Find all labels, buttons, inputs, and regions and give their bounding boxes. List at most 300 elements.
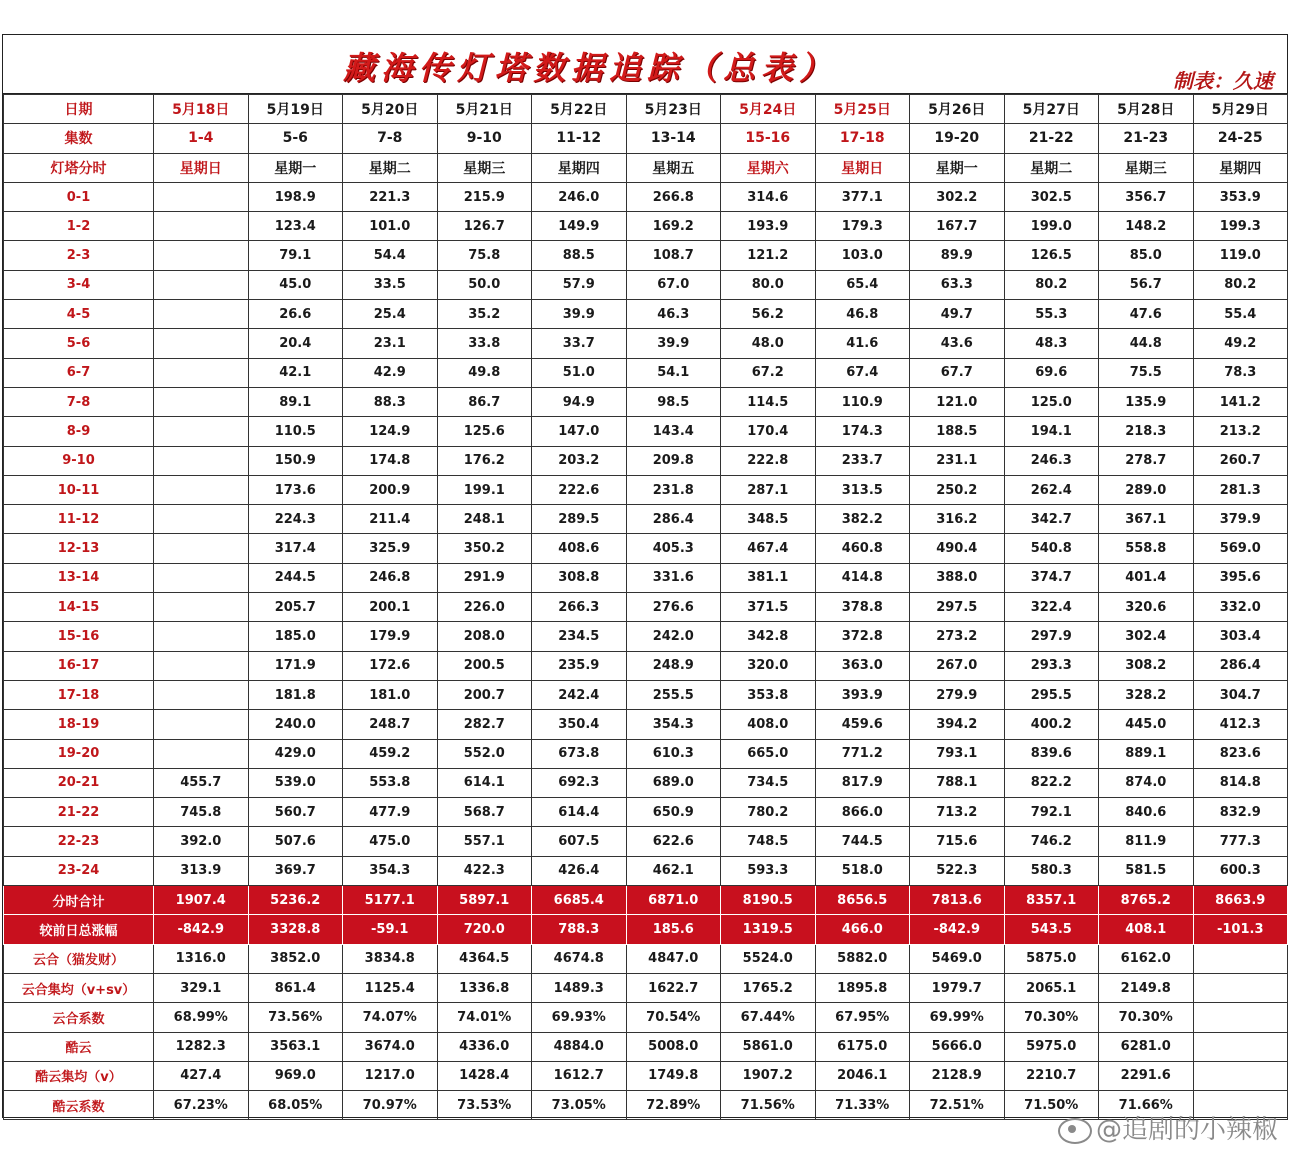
value-cell: 71.56% [721, 1091, 816, 1120]
value-cell: 88.5 [532, 241, 627, 270]
value-cell: 580.3 [1004, 856, 1099, 885]
value-cell: 297.9 [1004, 622, 1099, 651]
value-cell: 54.4 [343, 241, 438, 270]
value-cell: 48.3 [1004, 329, 1099, 358]
value-cell: 771.2 [815, 739, 910, 768]
value-cell: 822.2 [1004, 768, 1099, 797]
value-cell: 490.4 [910, 534, 1005, 563]
value-cell [1193, 1061, 1288, 1090]
value-cell: 295.5 [1004, 680, 1099, 709]
value-cell: 342.7 [1004, 505, 1099, 534]
value-cell: 394.2 [910, 710, 1005, 739]
hourly-row-label: 18-19 [4, 710, 154, 739]
watermark-text: @追剧的小辣椒 [1095, 1115, 1278, 1145]
weekday-cell: 星期六 [721, 153, 816, 182]
value-cell: 552.0 [437, 739, 532, 768]
hourly-row-label: 2-3 [4, 241, 154, 270]
value-cell: 1428.4 [437, 1061, 532, 1090]
value-cell: 429.0 [248, 739, 343, 768]
value-cell: 69.93% [532, 1003, 627, 1032]
hourly-row [4, 622, 1288, 651]
value-cell: 70.30% [1099, 1003, 1194, 1032]
hourly-row-label: 9-10 [4, 446, 154, 475]
value-cell: 745.8 [154, 798, 249, 827]
value-cell: 44.8 [1099, 329, 1194, 358]
value-cell: 126.5 [1004, 241, 1099, 270]
value-cell: 198.9 [248, 182, 343, 211]
value-cell: 193.9 [721, 212, 816, 241]
value-cell: 593.3 [721, 856, 816, 885]
value-cell: 88.3 [343, 387, 438, 416]
weekday-cell: 星期日 [815, 153, 910, 182]
value-cell: 240.0 [248, 710, 343, 739]
weekday-cell: 星期日 [154, 153, 249, 182]
hourly-row-label: 21-22 [4, 798, 154, 827]
value-cell: 125.6 [437, 417, 532, 446]
value-cell [154, 241, 249, 270]
value-cell: 211.4 [343, 505, 438, 534]
episodes-row [4, 124, 1288, 153]
value-cell: 255.5 [626, 680, 721, 709]
value-cell: 408.6 [532, 534, 627, 563]
episodes-row-label: 集数 [4, 124, 154, 153]
hourly-row [4, 446, 1288, 475]
value-cell: 67.4 [815, 358, 910, 387]
value-cell: 54.1 [626, 358, 721, 387]
value-cell: 4674.8 [532, 944, 627, 973]
value-cell: 110.9 [815, 387, 910, 416]
value-cell: 314.6 [721, 182, 816, 211]
summary-row [4, 886, 1288, 915]
value-cell: 278.7 [1099, 446, 1194, 475]
value-cell: 121.2 [721, 241, 816, 270]
value-cell: 248.1 [437, 505, 532, 534]
value-cell: 3563.1 [248, 1032, 343, 1061]
hourly-row [4, 563, 1288, 592]
hourly-row [4, 856, 1288, 885]
value-cell: 317.4 [248, 534, 343, 563]
value-cell: 379.9 [1193, 505, 1288, 534]
episodes-cell: 19-20 [910, 124, 1005, 153]
value-cell: 313.9 [154, 856, 249, 885]
value-cell: 2149.8 [1099, 973, 1194, 1002]
value-cell: 382.2 [815, 505, 910, 534]
value-cell: 33.7 [532, 329, 627, 358]
value-cell: 213.2 [1193, 417, 1288, 446]
value-cell: 108.7 [626, 241, 721, 270]
date-cell: 5月22日 [532, 95, 627, 124]
episodes-cell: 7-8 [343, 124, 438, 153]
value-cell: 322.4 [1004, 593, 1099, 622]
value-cell: 3852.0 [248, 944, 343, 973]
value-cell [154, 329, 249, 358]
value-cell: 185.6 [626, 915, 721, 944]
value-cell [154, 387, 249, 416]
value-cell: 874.0 [1099, 768, 1194, 797]
value-cell [154, 475, 249, 504]
hourly-row [4, 534, 1288, 563]
episodes-cell: 17-18 [815, 124, 910, 153]
value-cell: 123.4 [248, 212, 343, 241]
watermark [1058, 1109, 1278, 1146]
value-cell: 6162.0 [1099, 944, 1194, 973]
value-cell: 889.1 [1099, 739, 1194, 768]
platform-row-label: 酷云 [4, 1032, 154, 1061]
value-cell: 1907.2 [721, 1061, 816, 1090]
value-cell: 371.5 [721, 593, 816, 622]
value-cell: 308.2 [1099, 651, 1194, 680]
platform-row [4, 973, 1288, 1002]
value-cell: 353.8 [721, 680, 816, 709]
value-cell: 1612.7 [532, 1061, 627, 1090]
sheet-title: 藏海传灯塔数据追踪（总表） [343, 49, 838, 87]
value-cell: 325.9 [343, 534, 438, 563]
value-cell: 205.7 [248, 593, 343, 622]
value-cell: 50.0 [437, 270, 532, 299]
platform-row-label: 酷云集均（v） [4, 1061, 154, 1090]
value-cell: 141.2 [1193, 387, 1288, 416]
value-cell: 150.9 [248, 446, 343, 475]
value-cell: 445.0 [1099, 710, 1194, 739]
weekday-cell: 星期三 [1099, 153, 1194, 182]
value-cell: 814.8 [1193, 768, 1288, 797]
value-cell: 302.5 [1004, 182, 1099, 211]
value-cell: 215.9 [437, 182, 532, 211]
value-cell: 6685.4 [532, 886, 627, 915]
value-cell: 226.0 [437, 593, 532, 622]
value-cell: 173.6 [248, 475, 343, 504]
date-cell: 5月28日 [1099, 95, 1194, 124]
value-cell: 126.7 [437, 212, 532, 241]
date-cell: 5月25日 [815, 95, 910, 124]
value-cell: 149.9 [532, 212, 627, 241]
value-cell: 720.0 [437, 915, 532, 944]
value-cell: 788.1 [910, 768, 1005, 797]
value-cell: 242.4 [532, 680, 627, 709]
value-cell [154, 622, 249, 651]
value-cell: 200.9 [343, 475, 438, 504]
value-cell: 302.2 [910, 182, 1005, 211]
value-cell: 400.2 [1004, 710, 1099, 739]
value-cell: 460.8 [815, 534, 910, 563]
value-cell: 101.0 [343, 212, 438, 241]
value-cell [154, 651, 249, 680]
value-cell: 94.9 [532, 387, 627, 416]
value-cell: 49.2 [1193, 329, 1288, 358]
value-cell: 250.2 [910, 475, 1005, 504]
value-cell: 248.7 [343, 710, 438, 739]
value-cell: 42.9 [343, 358, 438, 387]
weekday-cell: 星期一 [248, 153, 343, 182]
value-cell [154, 739, 249, 768]
value-cell: 174.8 [343, 446, 438, 475]
value-cell: 610.3 [626, 739, 721, 768]
value-cell: 7813.6 [910, 886, 1005, 915]
value-cell: 55.4 [1193, 300, 1288, 329]
value-cell: 350.4 [532, 710, 627, 739]
weekday-cell: 星期二 [343, 153, 438, 182]
hourly-row-label: 13-14 [4, 563, 154, 592]
episodes-cell: 1-4 [154, 124, 249, 153]
value-cell: 665.0 [721, 739, 816, 768]
value-cell: 507.6 [248, 827, 343, 856]
platform-row-label: 酷云系数 [4, 1091, 154, 1120]
value-cell: 119.0 [1193, 241, 1288, 270]
data-table [3, 94, 1288, 1120]
value-cell: 49.8 [437, 358, 532, 387]
value-cell: 234.5 [532, 622, 627, 651]
value-cell: 41.6 [815, 329, 910, 358]
value-cell: 25.4 [343, 300, 438, 329]
value-cell: 282.7 [437, 710, 532, 739]
value-cell: 302.4 [1099, 622, 1194, 651]
value-cell: 179.9 [343, 622, 438, 651]
value-cell: 42.1 [248, 358, 343, 387]
value-cell: -101.3 [1193, 915, 1288, 944]
value-cell: 49.7 [910, 300, 1005, 329]
value-cell: 328.2 [1099, 680, 1194, 709]
value-cell: 20.4 [248, 329, 343, 358]
platform-row [4, 1061, 1288, 1090]
date-cell: 5月21日 [437, 95, 532, 124]
date-cell: 5月27日 [1004, 95, 1099, 124]
platform-row [4, 944, 1288, 973]
value-cell: 200.1 [343, 593, 438, 622]
title-bar [3, 35, 1287, 94]
hourly-row [4, 505, 1288, 534]
value-cell: 110.5 [248, 417, 343, 446]
episodes-cell: 11-12 [532, 124, 627, 153]
value-cell: 689.0 [626, 768, 721, 797]
value-cell: 518.0 [815, 856, 910, 885]
value-cell [1193, 1032, 1288, 1061]
value-cell: 2128.9 [910, 1061, 1005, 1090]
value-cell: 3834.8 [343, 944, 438, 973]
value-cell: 1765.2 [721, 973, 816, 1002]
value-cell: 51.0 [532, 358, 627, 387]
value-cell: 203.2 [532, 446, 627, 475]
value-cell [154, 300, 249, 329]
value-cell: 477.9 [343, 798, 438, 827]
value-cell: 1336.8 [437, 973, 532, 1002]
value-cell: 43.6 [910, 329, 1005, 358]
value-cell: 231.1 [910, 446, 1005, 475]
weekday-cell: 星期一 [910, 153, 1005, 182]
value-cell: 79.1 [248, 241, 343, 270]
date-cell: 5月23日 [626, 95, 721, 124]
value-cell: 67.0 [626, 270, 721, 299]
value-cell: 222.8 [721, 446, 816, 475]
value-cell: 279.9 [910, 680, 1005, 709]
value-cell: 320.0 [721, 651, 816, 680]
value-cell: 289.5 [532, 505, 627, 534]
value-cell: 103.0 [815, 241, 910, 270]
value-cell: 71.66% [1099, 1091, 1194, 1120]
value-cell: 393.9 [815, 680, 910, 709]
value-cell: 308.8 [532, 563, 627, 592]
value-cell: 466.0 [815, 915, 910, 944]
value-cell: 78.3 [1193, 358, 1288, 387]
value-cell: 4847.0 [626, 944, 721, 973]
value-cell: 5177.1 [343, 886, 438, 915]
date-cell: 5月20日 [343, 95, 438, 124]
value-cell: 199.0 [1004, 212, 1099, 241]
date-cell: 5月24日 [721, 95, 816, 124]
value-cell: 5897.1 [437, 886, 532, 915]
value-cell: 455.7 [154, 768, 249, 797]
value-cell: 72.51% [910, 1091, 1005, 1120]
weekday-cell: 星期五 [626, 153, 721, 182]
value-cell: 218.3 [1099, 417, 1194, 446]
value-cell: 89.1 [248, 387, 343, 416]
value-cell: 181.0 [343, 680, 438, 709]
value-cell: 46.3 [626, 300, 721, 329]
value-cell: 5008.0 [626, 1032, 721, 1061]
value-cell: 86.7 [437, 387, 532, 416]
value-cell: 289.0 [1099, 475, 1194, 504]
value-cell: 246.8 [343, 563, 438, 592]
value-cell: 176.2 [437, 446, 532, 475]
value-cell: 614.4 [532, 798, 627, 827]
value-cell: 224.3 [248, 505, 343, 534]
value-cell: 839.6 [1004, 739, 1099, 768]
value-cell: 353.9 [1193, 182, 1288, 211]
value-cell: 70.30% [1004, 1003, 1099, 1032]
episodes-cell: 5-6 [248, 124, 343, 153]
summary-row-label: 分时合计 [4, 886, 154, 915]
value-cell: 748.5 [721, 827, 816, 856]
value-cell: 121.0 [910, 387, 1005, 416]
value-cell: 143.4 [626, 417, 721, 446]
value-cell: 33.5 [343, 270, 438, 299]
value-cell: 188.5 [910, 417, 1005, 446]
value-cell: -842.9 [910, 915, 1005, 944]
hourly-row [4, 739, 1288, 768]
value-cell: 174.3 [815, 417, 910, 446]
hourly-row-label: 20-21 [4, 768, 154, 797]
value-cell: 273.2 [910, 622, 1005, 651]
value-cell: 331.6 [626, 563, 721, 592]
hourly-row [4, 593, 1288, 622]
value-cell: 172.6 [343, 651, 438, 680]
value-cell: 260.7 [1193, 446, 1288, 475]
value-cell: 475.0 [343, 827, 438, 856]
value-cell: 124.9 [343, 417, 438, 446]
hourly-row-label: 16-17 [4, 651, 154, 680]
value-cell: 167.7 [910, 212, 1005, 241]
value-cell: 793.1 [910, 739, 1005, 768]
value-cell: 221.3 [343, 182, 438, 211]
value-cell: 194.1 [1004, 417, 1099, 446]
value-cell: 181.8 [248, 680, 343, 709]
value-cell: 692.3 [532, 768, 627, 797]
hourly-row-label: 12-13 [4, 534, 154, 563]
value-cell: 1282.3 [154, 1032, 249, 1061]
value-cell: 55.3 [1004, 300, 1099, 329]
value-cell: 840.6 [1099, 798, 1194, 827]
value-cell: 39.9 [626, 329, 721, 358]
value-cell: 72.89% [626, 1091, 721, 1120]
value-cell: 39.9 [532, 300, 627, 329]
value-cell: 35.2 [437, 300, 532, 329]
value-cell: 539.0 [248, 768, 343, 797]
value-cell: 147.0 [532, 417, 627, 446]
hourly-row [4, 387, 1288, 416]
platform-row [4, 1032, 1288, 1061]
value-cell: 388.0 [910, 563, 1005, 592]
value-cell: 70.97% [343, 1091, 438, 1120]
value-cell: 125.0 [1004, 387, 1099, 416]
value-cell: 5861.0 [721, 1032, 816, 1061]
value-cell: 135.9 [1099, 387, 1194, 416]
value-cell [154, 417, 249, 446]
value-cell: 85.0 [1099, 241, 1194, 270]
value-cell: 8663.9 [1193, 886, 1288, 915]
value-cell: 560.7 [248, 798, 343, 827]
weekday-row-label: 灯塔分时 [4, 153, 154, 182]
value-cell: 23.1 [343, 329, 438, 358]
value-cell: 199.1 [437, 475, 532, 504]
value-cell: 266.8 [626, 182, 721, 211]
value-cell: 199.3 [1193, 212, 1288, 241]
hourly-row-label: 0-1 [4, 182, 154, 211]
value-cell: 56.2 [721, 300, 816, 329]
value-cell: 1125.4 [343, 973, 438, 1002]
value-cell: 558.8 [1099, 534, 1194, 563]
value-cell [154, 505, 249, 534]
value-cell: 600.3 [1193, 856, 1288, 885]
date-cell: 5月18日 [154, 95, 249, 124]
hourly-row-label: 19-20 [4, 739, 154, 768]
value-cell [154, 212, 249, 241]
value-cell: 3328.8 [248, 915, 343, 944]
maker-credit: 制表：久速 [1173, 69, 1273, 93]
value-cell: 811.9 [1099, 827, 1194, 856]
value-cell: 467.4 [721, 534, 816, 563]
value-cell: 169.2 [626, 212, 721, 241]
value-cell [154, 710, 249, 739]
value-cell: 8656.5 [815, 886, 910, 915]
weekday-cell: 星期四 [1193, 153, 1288, 182]
value-cell: 148.2 [1099, 212, 1194, 241]
value-cell: 354.3 [626, 710, 721, 739]
weekday-cell: 星期三 [437, 153, 532, 182]
summary-row-label: 较前日总涨幅 [4, 915, 154, 944]
value-cell: 5469.0 [910, 944, 1005, 973]
value-cell: 313.5 [815, 475, 910, 504]
value-cell: 459.6 [815, 710, 910, 739]
value-cell: 171.9 [248, 651, 343, 680]
hourly-row-label: 23-24 [4, 856, 154, 885]
value-cell: 607.5 [532, 827, 627, 856]
hourly-row-label: 4-5 [4, 300, 154, 329]
weekday-cell: 星期四 [532, 153, 627, 182]
value-cell: 89.9 [910, 241, 1005, 270]
value-cell [154, 182, 249, 211]
value-cell: 5882.0 [815, 944, 910, 973]
value-cell: 568.7 [437, 798, 532, 827]
value-cell: 823.6 [1193, 739, 1288, 768]
value-cell: 522.3 [910, 856, 1005, 885]
value-cell: 332.0 [1193, 593, 1288, 622]
value-cell: 244.5 [248, 563, 343, 592]
hourly-row [4, 651, 1288, 680]
hourly-row [4, 270, 1288, 299]
value-cell: 242.0 [626, 622, 721, 651]
hourly-row [4, 417, 1288, 446]
value-cell: 713.2 [910, 798, 1005, 827]
value-cell: 293.3 [1004, 651, 1099, 680]
